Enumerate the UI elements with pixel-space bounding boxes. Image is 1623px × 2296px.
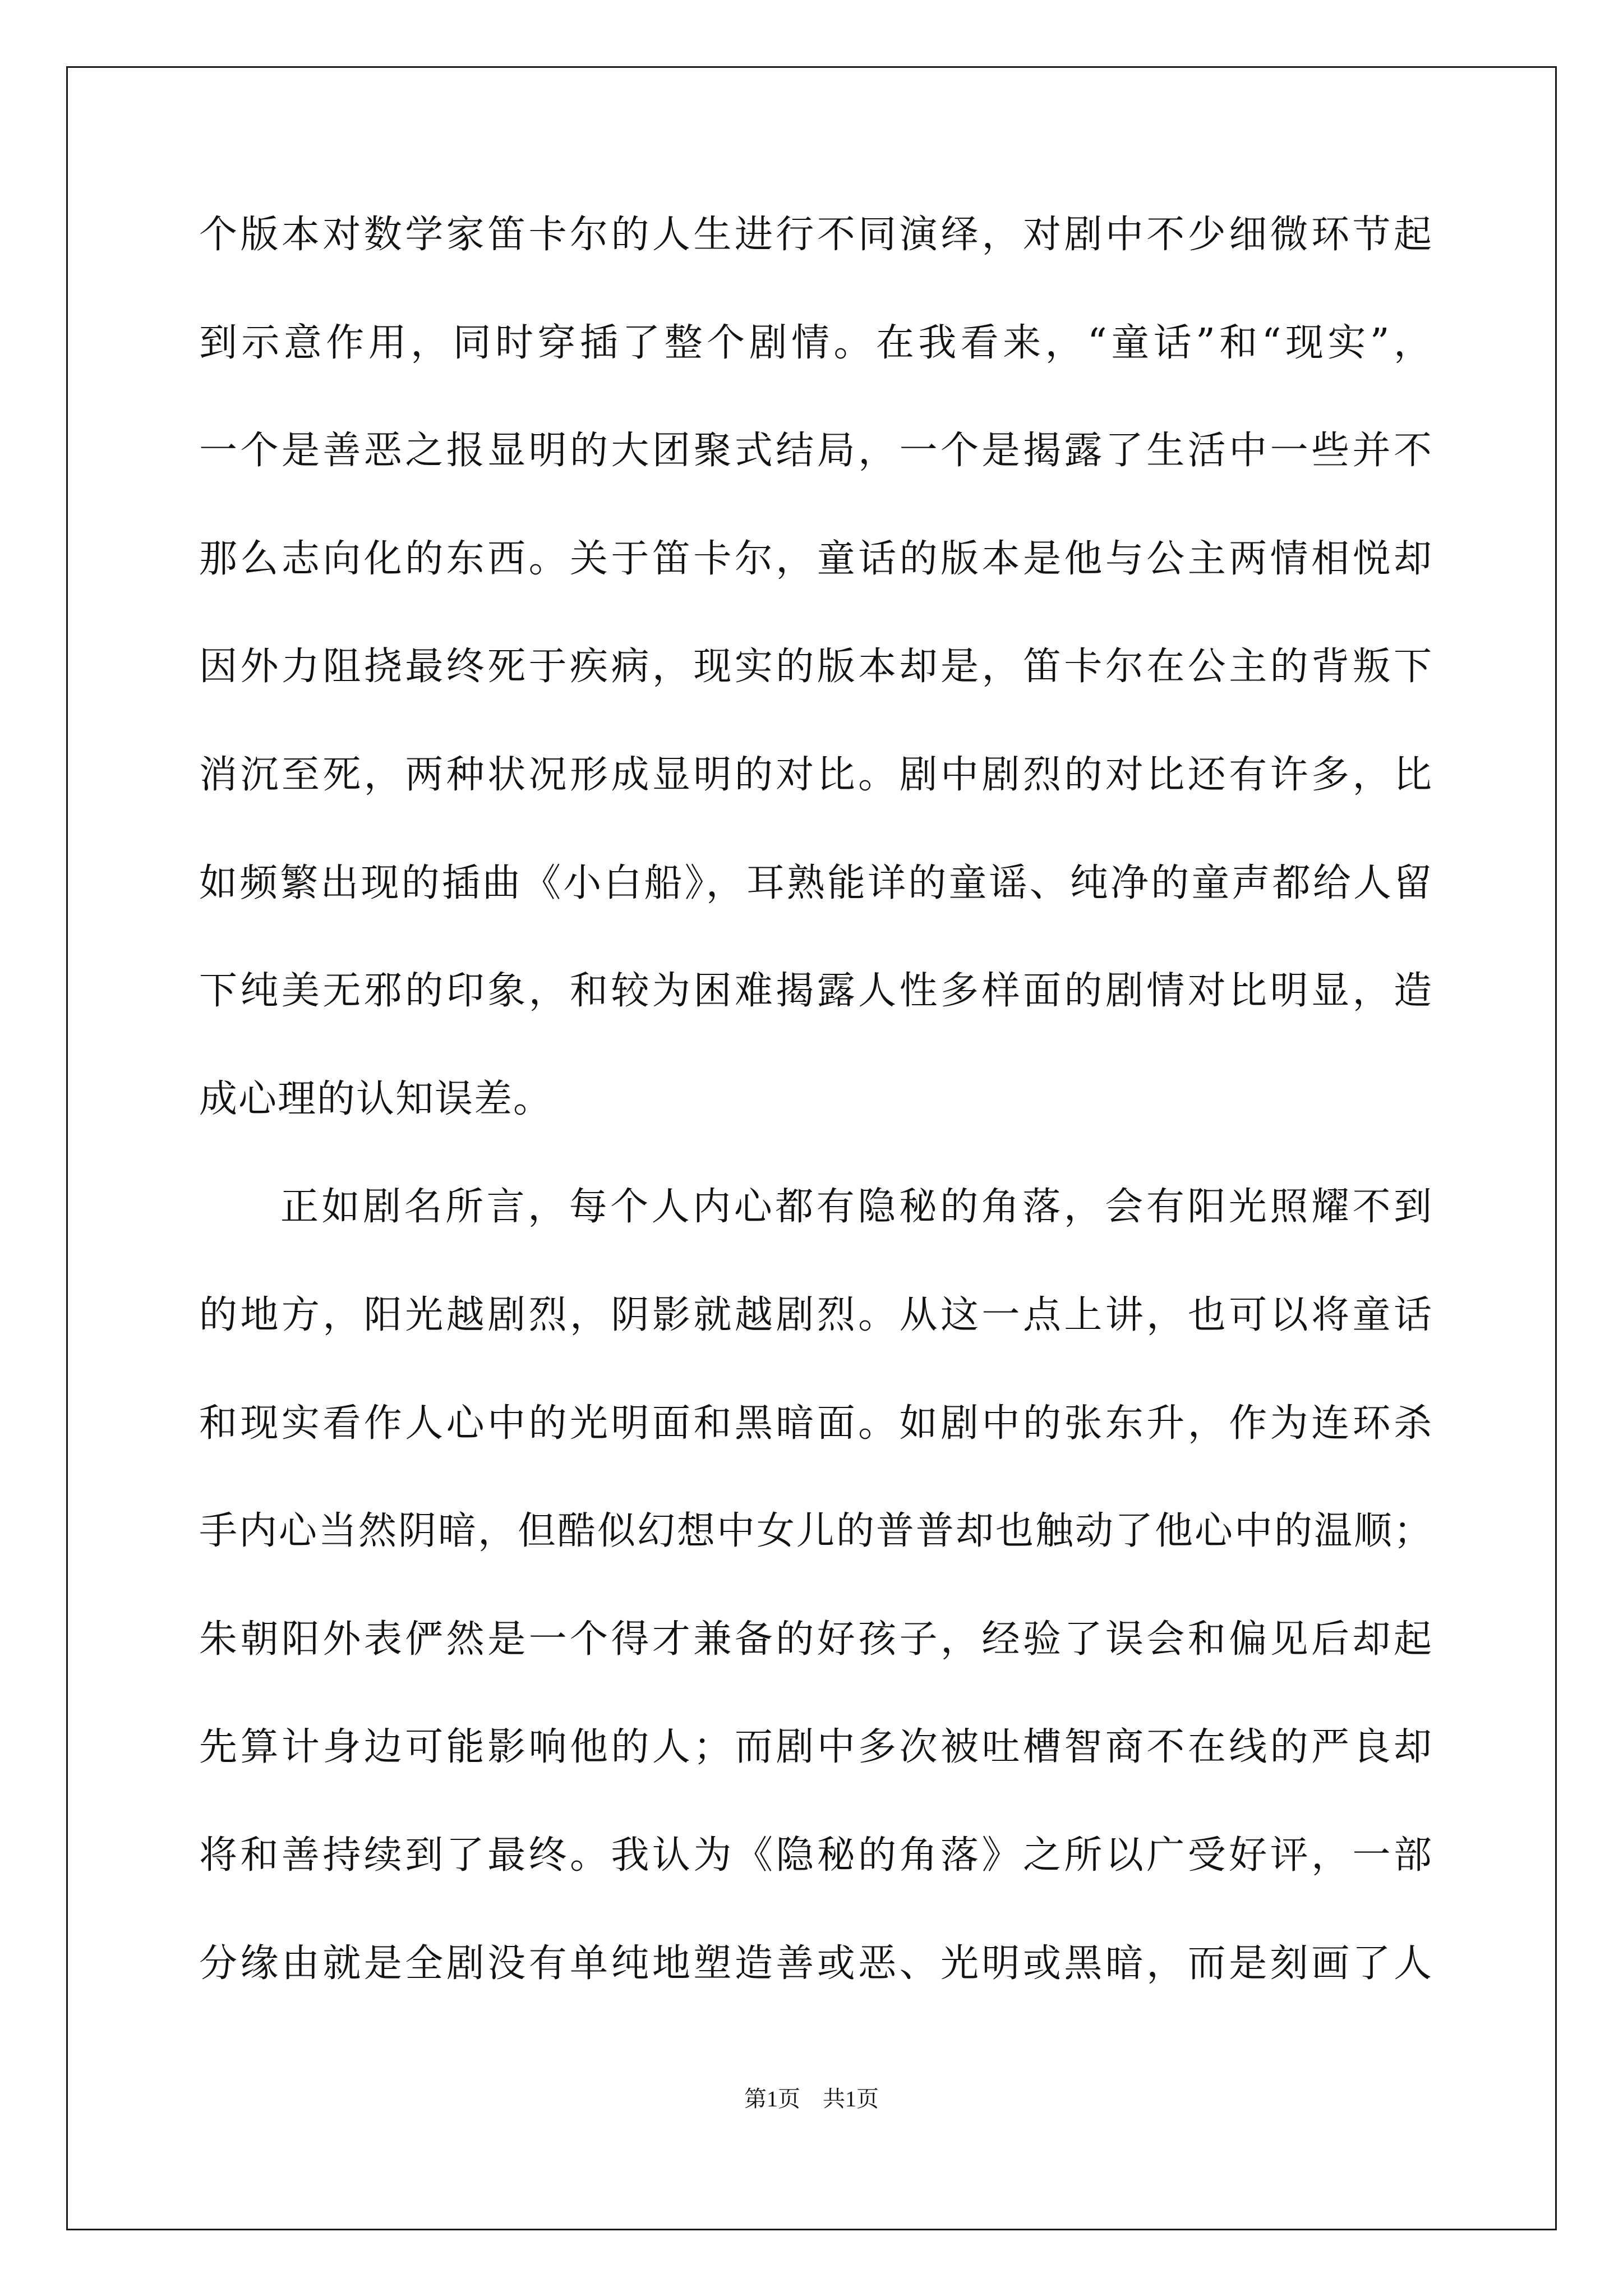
text-line: 到示意作用，同时穿插了整个剧情。在我看来，“童话”和“现实”， [199,320,1433,365]
page-footer: 第1页 共1页 [744,2086,879,2111]
text-line: 消沉至死，两种状况形成显明的对比。剧中剧烈的对比还有许多，比 [199,752,1433,797]
document-body [199,213,1433,2053]
text-line: 因外力阻挠最终死于疾病，现实的版本却是，笛卡尔在公主的背叛下 [199,645,1433,689]
text-line: 手内心当然阴暗，但酷似幻想中女儿的普普却也触动了他心中的温顺； [199,1509,1433,1554]
paragraph-end-line: 成心理的认知误差。 [199,1076,553,1121]
text-line: 和现实看作人心中的光明面和黑暗面。如剧中的张东升，作为连环杀 [199,1401,1433,1446]
text-line: 先算计身边可能影响他的人；而剧中多次被吐槽智商不在线的严良却 [199,1725,1433,1770]
text-line: 如频繁出现的插曲《小白船》，耳熟能详的童谣、纯净的童声都给人留 [199,861,1433,905]
text-line: 个版本对数学家笛卡尔的人生进行不同演绎，对剧中不少细微环节起 [199,213,1433,257]
text-line: 下纯美无邪的印象，和较为困难揭露人性多样面的剧情对比明显，造 [199,969,1433,1014]
text-line: 朱朝阳外表俨然是一个得才兼备的好孩子，经验了误会和偏见后却起 [199,1617,1433,1662]
text-line: 分缘由就是全剧没有单纯地塑造善或恶、光明或黑暗，而是刻画了人 [199,1941,1433,1986]
text-line: 一个是善恶之报显明的大团聚式结局，一个是揭露了生活中一些并不 [199,429,1433,473]
text-line: 的地方，阳光越剧烈，阴影就越剧烈。从这一点上讲，也可以将童话 [199,1292,1433,1337]
text-line: 那么志向化的东西。关于笛卡尔，童话的版本是他与公主两情相悦却 [199,536,1433,581]
text-line: 将和善持续到了最终。我认为《隐秘的角落》之所以广受好评，一部 [199,1833,1433,1878]
paragraph-first-line: 正如剧名所言，每个人内心都有隐秘的角落，会有阳光照耀不到 [280,1185,1433,1230]
